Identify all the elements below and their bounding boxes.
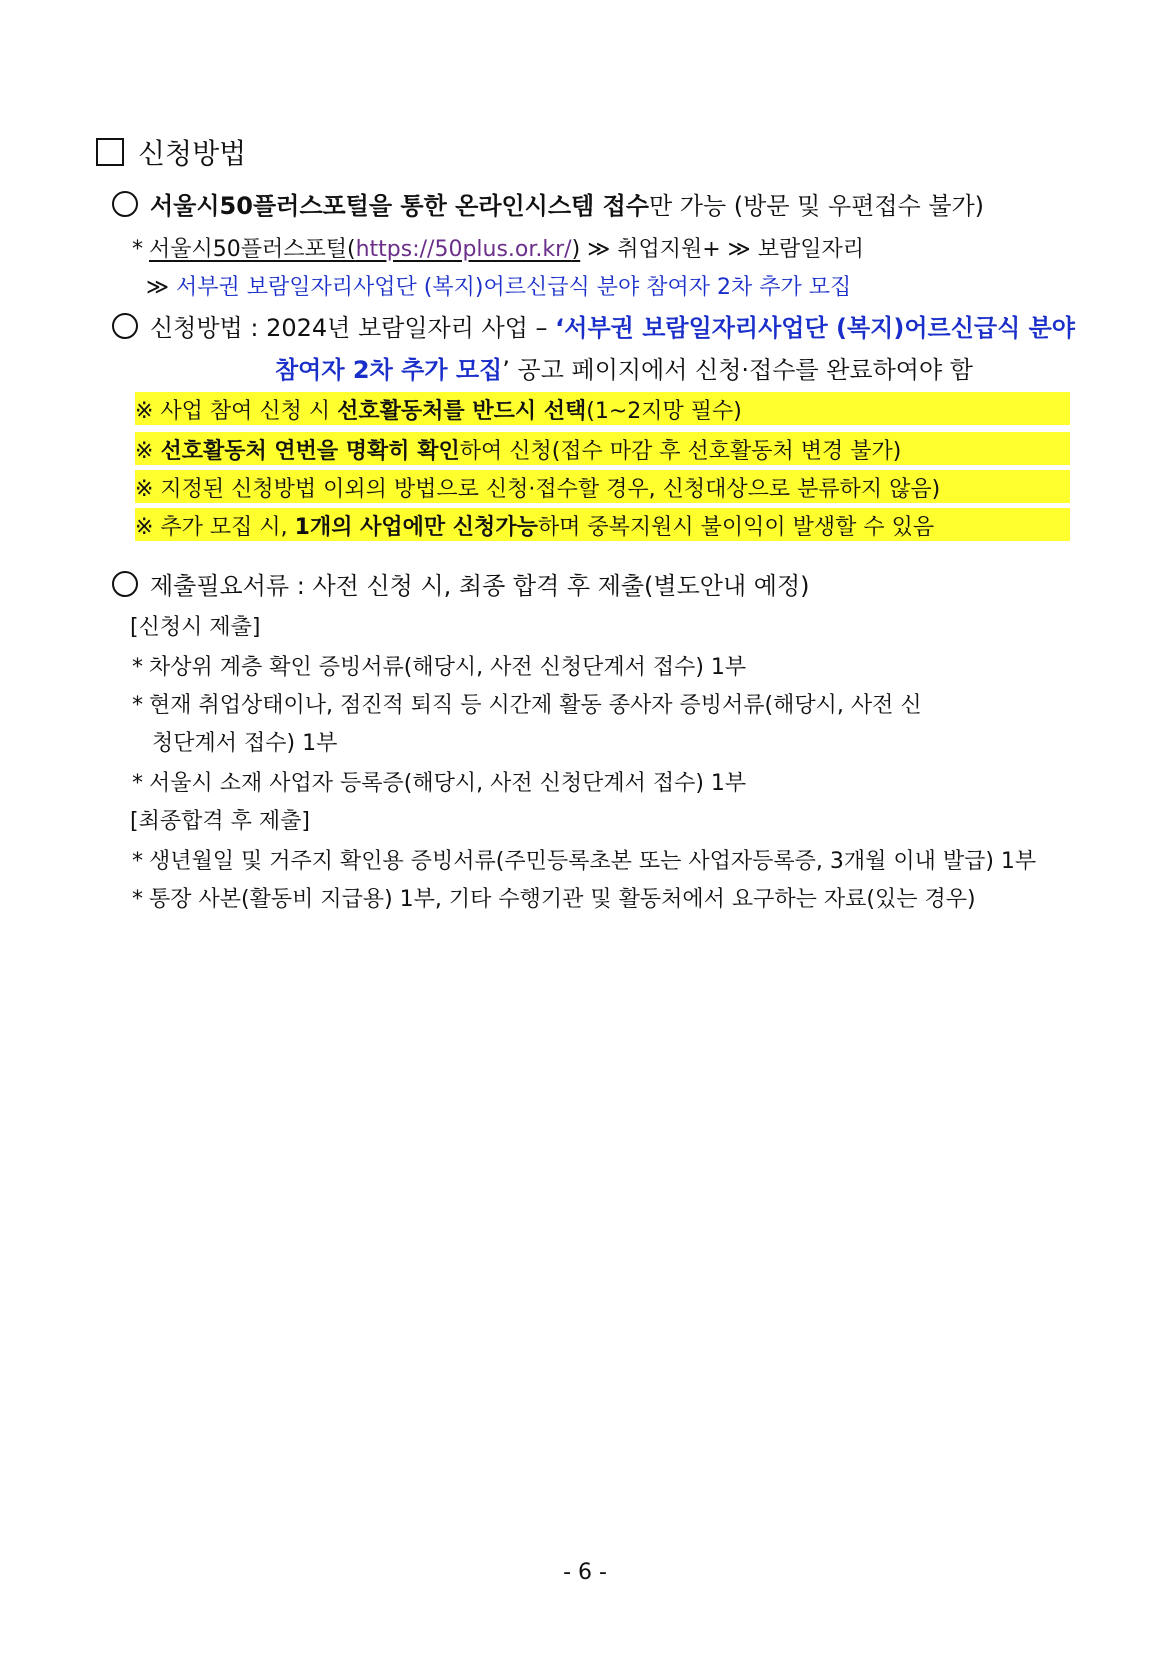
apply-doc-3: 서울시 소재 사업자 등록증(해당시, 사전 신청단계서 접수) 1부 (149, 771, 747, 796)
section-heading (96, 132, 246, 172)
circle-bullet-icon (112, 313, 138, 339)
list-item (132, 882, 976, 913)
item-apply-method (112, 308, 1075, 343)
pass-doc-2: 통장 사본(활동비 지급용) 1부, 기타 수행기관 및 활동처에서 요구하는 자료(있는 경우) (149, 887, 976, 912)
apply-method-label: 신청방법 : (150, 314, 259, 342)
apply-doc-2: 현재 취업상태이나, 점진적 퇴직 등 시간제 활동 종사자 증빙서류(해당시, 사전 신 (149, 693, 922, 718)
item-online-only (112, 186, 984, 221)
apply-method-post: ’ 공고 페이지에서 신청·접수를 완료하여야 함 (502, 356, 973, 384)
pass-doc-1: 생년월일 및 거주지 확인용 증빙서류(주민등록초본 또는 사업자등록증, 3개월 이내 발급) 1부 (149, 849, 1037, 874)
asterisk-bullet: * (132, 849, 143, 874)
note-1-bold: 선호활동처를 반드시 선택 (337, 399, 587, 424)
note-2-bold: 선호활동처 연번을 명확히 확인 (160, 439, 460, 464)
portal-paren: ) (571, 237, 581, 262)
checkbox-square-icon (96, 138, 124, 166)
note-4-pre: ※ 추가 모집 시, (135, 515, 288, 540)
list-item (132, 650, 746, 681)
asterisk-bullet: * (132, 693, 143, 718)
circle-bullet-icon (112, 191, 138, 217)
apply-submit-heading: [신청시 제출] (130, 615, 261, 640)
portal-path-2 (146, 270, 851, 301)
note-3 (135, 472, 940, 503)
page-number: - 6 - (563, 1560, 607, 1585)
portal-url[interactable]: https://50plus.or.kr/ (355, 237, 572, 262)
portal-link[interactable] (149, 237, 580, 262)
item1-bold: 서울시50플러스포털을 통한 온라인시스템 접수 (150, 192, 649, 220)
apply-doc-2-cont: 청단계서 접수) 1부 (152, 731, 338, 756)
note-2-pre: ※ (135, 439, 154, 464)
asterisk-bullet: * (132, 887, 143, 912)
portal-path (132, 232, 864, 263)
list-item (132, 688, 922, 719)
nav-arrow: ≫ (146, 275, 170, 300)
nav-recruitment-title: 서부권 보람일자리사업단 (복지)어르신급식 분야 참여자 2차 추가 모집 (176, 275, 852, 300)
circle-bullet-icon (112, 571, 138, 597)
asterisk-bullet: * (132, 237, 143, 262)
note-2-post: 하여 신청(접수 마감 후 선호활동처 변경 불가) (459, 439, 902, 464)
note-4 (135, 510, 934, 541)
item-required-documents (112, 566, 810, 601)
item-apply-method-2 (275, 350, 973, 385)
note-1-post: (1~2지망 필수) (586, 399, 742, 424)
note-3-text: ※ 지정된 신청방법 이외의 방법으로 신청·접수할 경우, 신청대상으로 분류하지 않음) (135, 477, 941, 502)
notice-title-part2: 참여자 2차 추가 모집 (275, 356, 503, 384)
list-item (132, 766, 746, 797)
note-4-bold: 1개의 사업에만 신청가능 (294, 515, 538, 540)
note-1-pre: ※ 사업 참여 신청 시 (135, 399, 331, 424)
required-documents-text: 제출필요서류 : 사전 신청 시, 최종 합격 후 제출(별도안내 예정) (150, 572, 810, 600)
note-4-post: 하며 중복지원시 불이익이 발생할 수 있음 (537, 515, 935, 540)
pass-submit-heading: [최종합격 후 제출] (130, 809, 310, 834)
section-title: 신청방법 (138, 137, 247, 170)
portal-name: 서울시50플러스포털( (149, 237, 356, 262)
nav-boram-jobs: ≫ 보람일자리 (727, 237, 864, 262)
asterisk-bullet: * (132, 655, 143, 680)
list-item (132, 844, 1036, 875)
nav-employment-support: ≫ 취업지원+ (587, 237, 721, 262)
notice-title-part1: ‘서부권 보람일자리사업단 (복지)어르신급식 분야 (555, 314, 1075, 342)
asterisk-bullet: * (132, 771, 143, 796)
apply-method-pre: 2024년 보람일자리 사업 – (266, 314, 548, 342)
note-2 (135, 434, 901, 465)
note-1 (135, 394, 742, 425)
item1-rest: 만 가능 (방문 및 우편접수 불가) (648, 192, 985, 220)
apply-doc-1: 차상위 계층 확인 증빙서류(해당시, 사전 신청단계서 접수) 1부 (149, 655, 747, 680)
